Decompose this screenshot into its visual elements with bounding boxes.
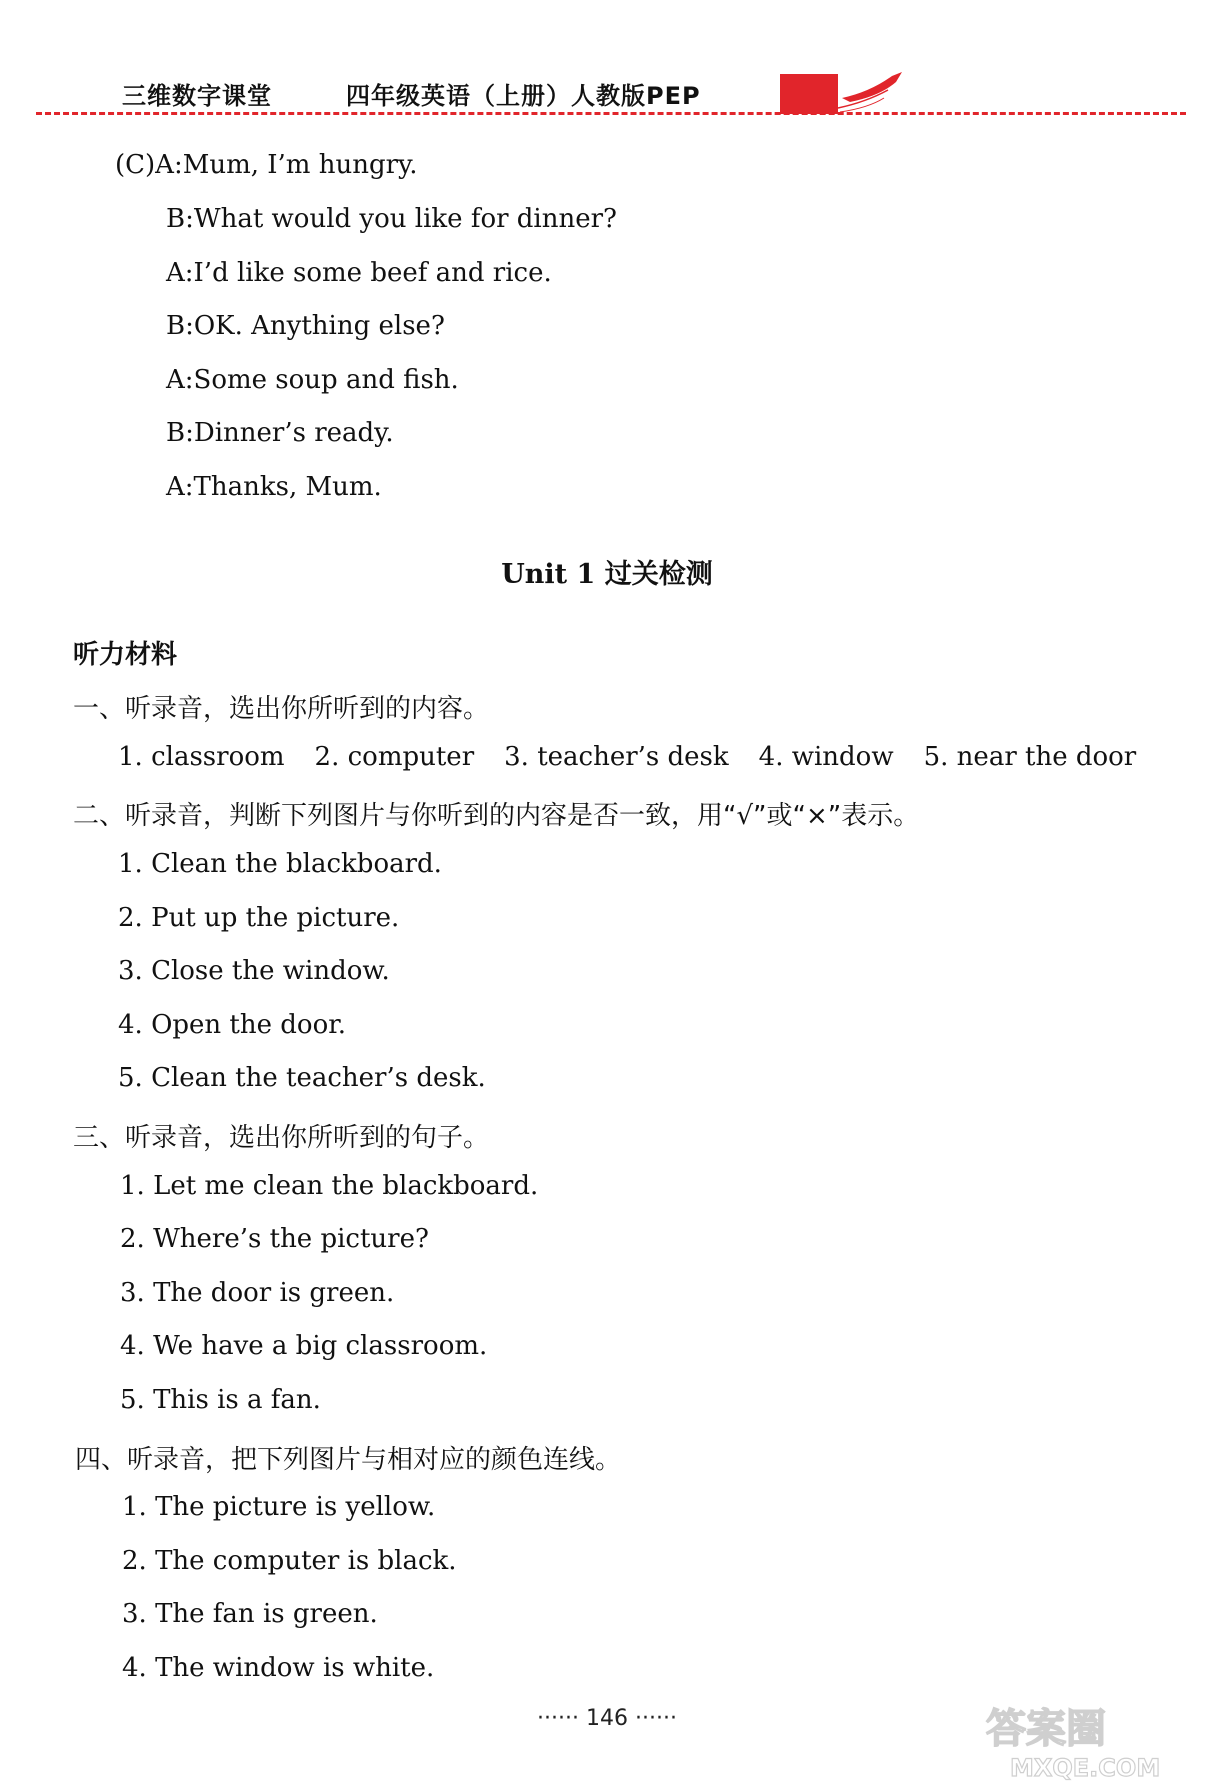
rocket-logo-icon: [780, 68, 910, 118]
section-1-item: 4. window: [758, 742, 894, 772]
dialogue-line-5: A:Some soup and fish.: [166, 365, 459, 395]
section-4-heading: 四、听录音，把下列图片与相对应的颜色连线。: [75, 1445, 622, 1475]
book-series-title: 三维数字课堂: [122, 82, 272, 110]
watermark-text: MXQE.COM: [1010, 1754, 1161, 1782]
watermark-logo-text: 答案圈: [986, 1706, 1106, 1752]
section-1-items: [118, 742, 1136, 772]
section-4-item: 3. The fan is green.: [122, 1599, 378, 1629]
section-4-item: 1. The picture is yellow.: [122, 1492, 436, 1522]
section-3-item: 3. The door is green.: [120, 1278, 395, 1308]
section-3-heading: 三、听录音，选出你所听到的句子。: [73, 1123, 490, 1153]
section-2-item: 1. Clean the blackboard.: [118, 849, 442, 879]
section-1-item: 5. near the door: [923, 742, 1137, 772]
dialogue-line-3: A:I’d like some beef and rice.: [166, 258, 552, 288]
section-4-item: 4. The window is white.: [122, 1653, 435, 1683]
section-1-item: 1. classroom: [118, 742, 285, 772]
unit-title: Unit 1 过关检测: [501, 559, 713, 590]
page-number-value: 146: [586, 1706, 628, 1731]
watermark-logo-icon: [980, 1696, 1190, 1782]
section-3-item: 5. This is a fan.: [120, 1385, 321, 1415]
section-1-item: 3. teacher’s desk: [504, 742, 729, 772]
dialogue-line-1: (C)A:Mum, I’m hungry.: [115, 150, 418, 180]
section-3-item: 2. Where’s the picture?: [120, 1224, 429, 1254]
section-3-item: 4. We have a big classroom.: [120, 1331, 488, 1361]
section-3-item: 1. Let me clean the blackboard.: [120, 1171, 539, 1201]
page-number-dots: ······: [537, 1706, 586, 1731]
dialogue-line-4: B:OK. Anything else?: [166, 311, 445, 341]
section-1-item: 2. computer: [314, 742, 475, 772]
dialogue-line-7: A:Thanks, Mum.: [166, 472, 382, 502]
header-divider: [36, 112, 1186, 115]
materials-heading: 听力材料: [73, 640, 178, 670]
page-header: [0, 0, 1214, 130]
section-2-item: 5. Clean the teacher’s desk.: [118, 1063, 486, 1093]
dialogue-line-2: B:What would you like for dinner?: [166, 204, 617, 234]
section-2-item: 2. Put up the picture.: [118, 903, 400, 933]
section-4-item: 2. The computer is black.: [122, 1546, 457, 1576]
book-title: 四年级英语（上册）人教版PEP: [346, 82, 701, 110]
section-2-item: 4. Open the door.: [118, 1010, 347, 1040]
dialogue-line-6: B:Dinner’s ready.: [166, 418, 394, 448]
section-2-item: 3. Close the window.: [118, 956, 390, 986]
section-1-heading: 一、听录音，选出你所听到的内容。: [73, 694, 490, 724]
page-number: ······ 146 ······: [537, 1706, 677, 1731]
section-2-heading: 二、听录音，判断下列图片与你听到的内容是否一致，用“√”或“×”表示。: [73, 801, 920, 831]
